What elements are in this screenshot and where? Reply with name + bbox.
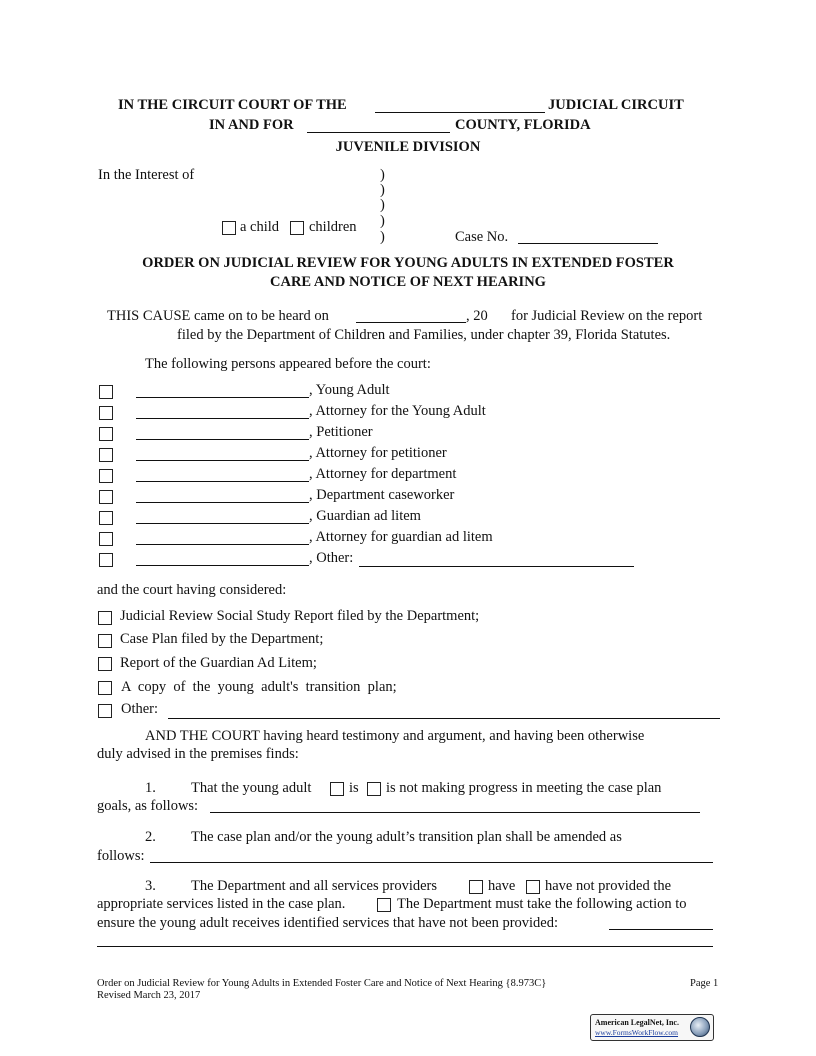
finding-3-have-label: have [488, 878, 516, 894]
appeared-checkbox-other[interactable] [99, 553, 113, 567]
appeared-checkbox-caseworker[interactable] [99, 490, 113, 504]
in-interest-label: In the Interest of [98, 167, 195, 183]
considered-checkbox-other[interactable] [98, 704, 112, 718]
appeared-role-guardian: , Guardian ad litem [309, 508, 421, 524]
appeared-checkbox-young-adult[interactable] [99, 385, 113, 399]
order-title-line2: CARE AND NOTICE OF NEXT HEARING [270, 274, 546, 290]
court-header-line1-right: JUDICIAL CIRCUIT [548, 97, 684, 113]
appeared-checkbox-attorney-guardian[interactable] [99, 532, 113, 546]
intro-text-a: THIS CAUSE came on to be heard on [107, 308, 329, 324]
intro-text-line2: filed by the Department of Children and Families, under chapter 39, Florida Statutes. [177, 327, 671, 343]
considered-checkbox-gal-report[interactable] [98, 657, 112, 671]
intro-text-c: for Judicial Review on the report [511, 308, 703, 324]
caption-paren: ) [380, 197, 385, 213]
finding-1-isnot-label: is not making progress in meeting the case plan [386, 780, 662, 796]
caption-paren: ) [380, 229, 385, 245]
appeared-name-blank[interactable] [136, 565, 309, 566]
considered-item-other: Other: [121, 701, 159, 717]
considered-checkbox-case-plan[interactable] [98, 634, 112, 648]
findings-intro-line2: duly advised in the premises finds: [97, 746, 299, 762]
appeared-other-blank[interactable] [359, 566, 634, 567]
footer-revised: Revised March 23, 2017 [97, 990, 201, 1001]
finding-2-text: The case plan and/or the young adult’s transition plan shall be amended as [191, 829, 622, 845]
finding-1-text: That the young adult [191, 780, 312, 796]
finding-3-line2-b: The Department must take the following action to [397, 896, 687, 912]
considered-other-blank[interactable] [168, 718, 720, 719]
publisher-name: American LegalNet, Inc. [595, 1018, 679, 1027]
appeared-name-blank[interactable] [136, 418, 309, 419]
considered-item-gal-report: Report of the Guardian Ad Litem; [120, 655, 317, 671]
finding-3-action-checkbox[interactable] [377, 898, 391, 912]
appeared-name-blank[interactable] [136, 502, 309, 503]
globe-icon [690, 1017, 710, 1037]
considered-heading: and the court having considered: [97, 582, 287, 598]
appeared-name-blank[interactable] [136, 397, 309, 398]
appeared-role-attorney-young-adult: , Attorney for the Young Adult [309, 403, 486, 419]
finding-1-isnot-checkbox[interactable] [367, 782, 381, 796]
appeared-role-petitioner: , Petitioner [309, 424, 373, 440]
appeared-role-caseworker: , Department caseworker [309, 487, 455, 503]
appeared-role-young-adult: , Young Adult [309, 382, 390, 398]
caption-paren: ) [380, 213, 385, 229]
finding-3-line2-a: appropriate services listed in the case plan. [97, 896, 346, 912]
appeared-role-attorney-guardian: , Attorney for guardian ad litem [309, 529, 493, 545]
finding-2-number: 2. [145, 829, 156, 845]
child-label: a child [240, 219, 280, 235]
hearing-date-blank[interactable] [356, 322, 466, 323]
children-checkbox[interactable] [290, 221, 304, 235]
court-header-line2-right: COUNTY, FLORIDA [455, 117, 591, 133]
appeared-heading: The following persons appeared before the court: [145, 356, 431, 372]
child-checkbox[interactable] [222, 221, 236, 235]
court-header-line2-left: IN AND FOR [209, 117, 294, 133]
considered-item-transition-plan: A copy of the young adult's transition plan; [121, 679, 397, 695]
intro-text-b: , 20 [466, 308, 488, 324]
appeared-name-blank[interactable] [136, 481, 309, 482]
appeared-name-blank[interactable] [136, 439, 309, 440]
finding-3-line3: ensure the young adult receives identified services that have not been provided: [97, 915, 559, 931]
order-title-line1: ORDER ON JUDICIAL REVIEW FOR YOUNG ADULTS IN EXTENDED FOSTER [142, 255, 674, 271]
footer-form-title: Order on Judicial Review for Young Adults in Extended Foster Care and Notice of Next Hearing {8.973C} [97, 978, 547, 989]
finding-3-have-checkbox[interactable] [469, 880, 483, 894]
court-header-line1-left: IN THE CIRCUIT COURT OF THE [118, 97, 347, 113]
caption-paren: ) [380, 182, 385, 198]
considered-checkbox-social-study[interactable] [98, 611, 112, 625]
finding-1-number: 1. [145, 780, 156, 796]
division-title: JUVENILE DIVISION [335, 139, 481, 155]
finding-3-action-blank-2[interactable] [97, 946, 713, 947]
appeared-checkbox-attorney-petitioner[interactable] [99, 448, 113, 462]
children-label: children [309, 219, 357, 235]
appeared-role-attorney-petitioner: , Attorney for petitioner [309, 445, 447, 461]
appeared-name-blank[interactable] [136, 523, 309, 524]
case-no-blank[interactable] [518, 243, 658, 244]
appeared-role-other: , Other: [309, 550, 354, 566]
finding-1-goals-label: goals, as follows: [97, 798, 199, 814]
footer-page-number: Page 1 [690, 978, 719, 989]
considered-checkbox-transition-plan[interactable] [98, 681, 112, 695]
publisher-url[interactable]: www.FormsWorkFlow.com [595, 1028, 679, 1037]
findings-intro-line1: AND THE COURT having heard testimony and argument, and having been otherwise [145, 728, 645, 744]
considered-item-case-plan: Case Plan filed by the Department; [120, 631, 324, 647]
appeared-role-attorney-department: , Attorney for department [309, 466, 457, 482]
appeared-checkbox-petitioner[interactable] [99, 427, 113, 441]
appeared-name-blank[interactable] [136, 460, 309, 461]
appeared-name-blank[interactable] [136, 544, 309, 545]
county-blank[interactable] [307, 132, 450, 133]
caption-paren: ) [380, 167, 385, 183]
finding-3-number: 3. [145, 878, 156, 894]
finding-3-action-blank[interactable] [609, 929, 713, 930]
considered-item-social-study: Judicial Review Social Study Report filed by the Department; [120, 608, 480, 624]
appeared-checkbox-attorney-young-adult[interactable] [99, 406, 113, 420]
finding-1-goals-blank[interactable] [210, 812, 700, 813]
finding-3-havenot-checkbox[interactable] [526, 880, 540, 894]
finding-2-follows-blank[interactable] [150, 862, 713, 863]
case-no-label: Case No. [455, 229, 509, 245]
finding-1-is-checkbox[interactable] [330, 782, 344, 796]
finding-2-follows-label: follows: [97, 848, 145, 864]
finding-3-havenot-label: have not provided the [545, 878, 672, 894]
circuit-blank[interactable] [375, 112, 545, 113]
finding-1-is-label: is [349, 780, 359, 796]
appeared-checkbox-guardian[interactable] [99, 511, 113, 525]
finding-3-text: The Department and all services providers [191, 878, 438, 894]
publisher-logo[interactable] [590, 1014, 714, 1041]
appeared-checkbox-attorney-department[interactable] [99, 469, 113, 483]
